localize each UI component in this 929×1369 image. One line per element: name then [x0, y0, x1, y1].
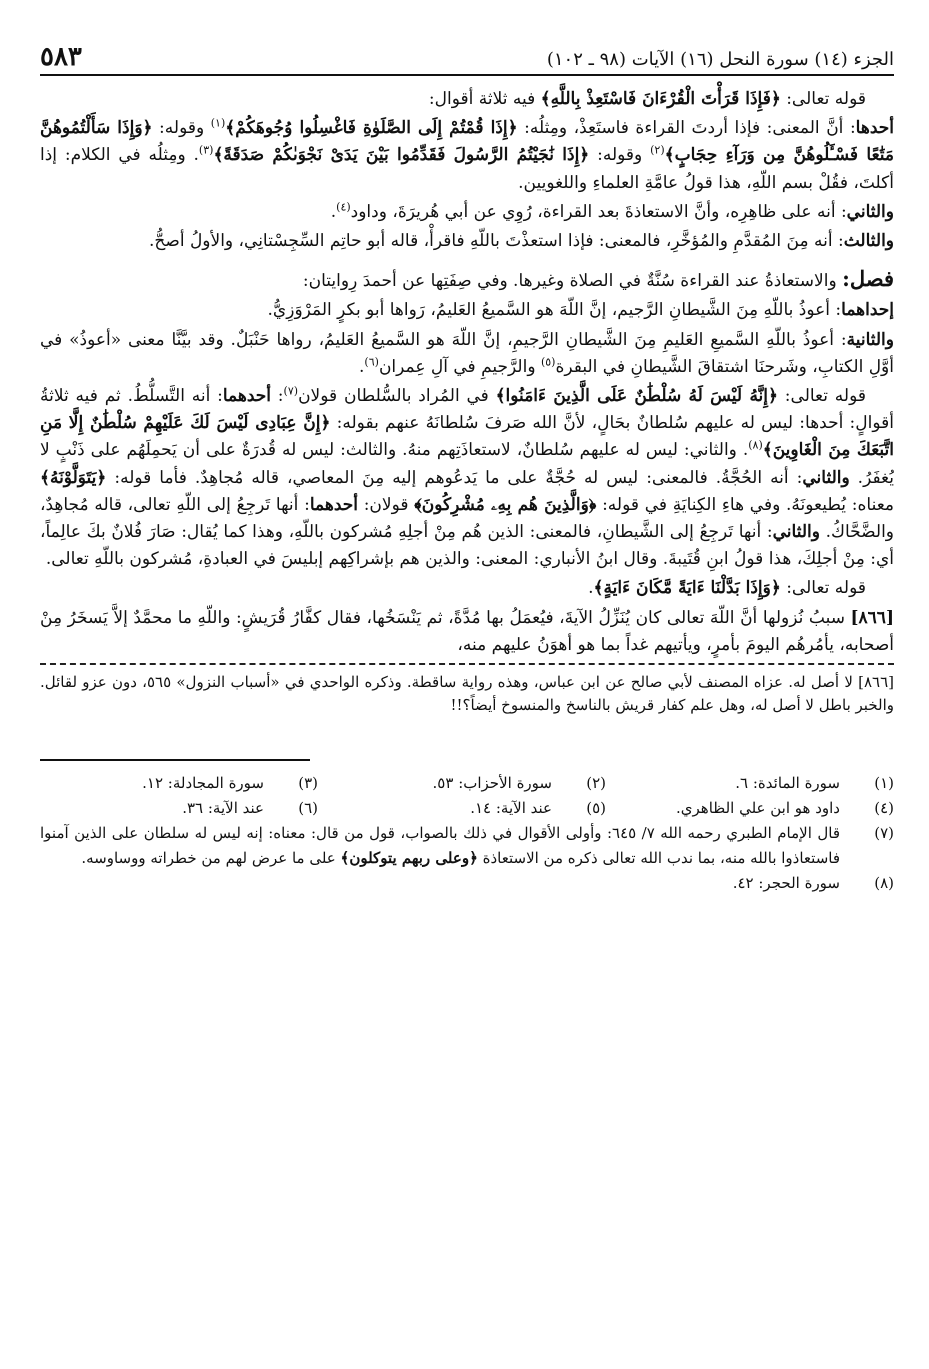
footnote-item	[328, 796, 606, 821]
footnote-row	[40, 796, 894, 821]
paragraph-first-opinion	[40, 115, 894, 197]
paragraph-section	[40, 265, 894, 295]
quran-verse: ﴿إِنَّهُ لَيْسَ لَهُ سُلْطَٰنٌ عَلَى الَّذِينَ ءَامَنُوا﴾	[495, 386, 778, 407]
footnote-item	[40, 796, 318, 821]
quran-verse: ﴿وَالَّذِينَ هُم بِهِۦ مُشْرِكُونَ﴾	[414, 494, 597, 515]
paragraph-sultan	[40, 383, 894, 573]
text: : أنَّ المعنى: فإذا أردتَ القراءة فاستَعِذْ، ومِثلُه:	[517, 118, 856, 139]
opinion-label: أحدهما	[222, 386, 271, 407]
text: والاستعاذةُ عند القراءة سُنَّةٌ في الصلاة وغيرها. وفي صِفَتِها عن أحمدَ رِوايتان:	[302, 271, 843, 292]
dashed-divider	[40, 663, 894, 665]
text: : أعوذُ باللّهِ مِنَ الشَّيطانِ الرَّجيم، إنَّ اللّهَ هو السَّميعُ العَليمُ، رَواها أبو بكرٍ المَرْوَزِيُّ.	[267, 300, 842, 321]
footnote-ref: (٣)	[198, 143, 214, 157]
quran-verse: ﴿فَإِذَا قَرَأْتَ الْقُرْءَانَ فَاسْتَعِذْ بِاللَّهِ﴾	[540, 89, 781, 109]
text: على ما عرض لهم من خطراته ووساوسه.	[81, 849, 341, 868]
text: قوله تعالى:	[780, 578, 866, 599]
section-label: فصل:	[842, 266, 894, 292]
opinion-label: والثاني	[772, 522, 820, 543]
text: .	[359, 356, 365, 377]
spacer	[40, 257, 894, 265]
text: فيه ثلاثة أقوال:	[428, 89, 541, 109]
opinion-label: أحدها	[855, 118, 894, 139]
text: في المُراد بالسُّلطان قولان	[298, 386, 496, 407]
text: : أنه على ظاهِرِه، وأنَّ الاستعاذةَ بعد القراءة، رُوِي عن أبي هُريرَةَ، وداود	[350, 201, 847, 222]
text: قوله تعالى:	[780, 89, 866, 109]
running-title: الجزء (١٤) سورة النحل (١٦) الآيات (٩٨ ـ ١٠٢)	[546, 49, 894, 70]
footnote-ref: (٨)	[748, 438, 763, 452]
paragraph-third-opinion	[40, 228, 894, 255]
footnote-ref: (٤)	[336, 200, 351, 214]
footnote-ref: (١)	[210, 116, 226, 130]
quran-verse: ﴿إِنَّ عِبَادِى لَيْسَ لَكَ عَلَيْهِمْ سُلْطَٰنٌ إِلَّا مَنِ اتَّبَعَكَ مِنَ الْغَاوِينَ﴾	[40, 413, 894, 461]
text: وقوله:	[152, 118, 211, 139]
narration-label: والثانية	[846, 329, 894, 350]
footnote-ref: (٧)	[283, 384, 299, 398]
text: : أنه الحُجَّةُ. فالمعنى: ليس له حُجَّةٌ على ما يَدعُوهم إليه مِنَ المعاصي، قاله مُجاهِدٌ. فأما قوله:	[106, 467, 803, 488]
footnote-ref: (٦)	[364, 355, 379, 369]
footnote-number: (١)	[874, 774, 894, 793]
page-number: ٥٨٣	[40, 42, 82, 72]
footnote-number: (٢)	[586, 774, 606, 793]
paragraph-reason-revelation	[40, 605, 894, 659]
paragraph-verse-101	[40, 575, 894, 602]
footnote-item	[616, 796, 894, 821]
footnote-number: (٧)	[874, 824, 894, 843]
paragraph-intro	[40, 86, 894, 113]
footnote-text: سورة المجادلة: ١٢.	[142, 774, 264, 793]
footnote-text	[40, 821, 840, 871]
opinion-label: والثاني	[846, 201, 894, 222]
footnote-item	[616, 771, 894, 796]
paragraph-narration-one	[40, 297, 894, 324]
footnote-text: سورة الأحزاب: ٥٣.	[432, 774, 552, 793]
footnote-item	[40, 771, 318, 796]
text: قولان:	[357, 494, 415, 515]
quran-verse: ﴿إِذَا نَٰجَيْتُمُ الرَّسُولَ فَقَدِّمُوا بَيْنَ يَدَىْ نَجْوَىٰكُمْ صَدَقَةً﴾	[213, 145, 590, 166]
opinion-label: أحدهما	[309, 494, 358, 515]
main-text	[40, 86, 894, 659]
text: وقوله:	[589, 145, 651, 166]
footnote-ref: (٥)	[540, 355, 556, 369]
footnotes	[40, 771, 894, 896]
text: قوله تعالى:	[777, 386, 866, 407]
footnote-item	[40, 871, 894, 896]
takhrij-note: [٨٦٦] لا أصل له. عزاه المصنف لأبي صالح عن ابن عباس، وهذه رواية ساقطة. وذكره الواحدي في «أسباب النزول» ٥٦٥، دون عزو لقائل. والخبر باطل لا أصل له، وهل علم كفار قريش بالناسخ والمنسوخ أيضاً؟!!	[40, 673, 894, 715]
text: : أعوذُ باللّهِ السَّميعِ العَليمِ مِنَ الشَّيطانِ الرَّجيمِ، إنَّ اللّهَ هو السَّميعُ العَليمُ، رواها حَنْبَلٌ. وقد بيَّنَّا معنى «أعوذُ» في أوَّلِ الكتابِ، وشَرحنَا اشتقاقَ الشَّيطانِ في البقرة	[40, 329, 894, 377]
footnote-ref: (٢)	[650, 143, 665, 157]
text: :	[271, 386, 284, 407]
footnote-text: عند الآية: ١٤.	[470, 799, 552, 818]
text: قال الإمام الطبري رحمه الله ٧/ ٦٤٥: وأولى الأقوال في ذلك بالصواب، قول من قال: معناه: إنه ليس له سلطان على الذين آمنوا فاستعاذوا بالله منه، بما ندب الله تعالى ذكره من الاستعاذة	[40, 824, 840, 868]
quran-verse: ﴿وَإِذَا بَدَّلْنَا ءَايَةً مَّكَانَ ءَايَةٍ﴾	[593, 578, 781, 599]
footnote-text: سورة الحجر: ٤٢.	[732, 874, 840, 893]
text: .	[588, 578, 594, 599]
footnote-number: (٨)	[874, 874, 894, 893]
report-number: [٨٦٦]	[850, 607, 894, 628]
footnote-number: (٤)	[874, 799, 894, 818]
text: . ومِثلُه في الكلام: إذا أكلتَ، فقُلْ بسم اللّهِ، هذا قولُ عامَّةِ العلماءِ واللغويين.	[40, 145, 894, 193]
paragraph-narration-two	[40, 327, 894, 381]
footnote-row	[40, 771, 894, 796]
quran-verse: ﴿وعلى ربهم يتوكلون﴾	[340, 849, 478, 868]
text: . والثاني: ليس له عليهم سُلطانٌ، لاستعاذَتِهم منهُ. والثالث: ليس له قُدرَةٌ على أن يَحمِلَهُم على ذَنْبٍ لا يُغفَرُ.	[40, 440, 894, 488]
text: معناه: يُطيعونَهُ. وفي هاءِ الكِنايَةِ في قوله:	[596, 494, 894, 515]
quran-verse: ﴿وَإِذَا سَأَلْتُمُوهُنَّ مَتَٰعًا فَسْـَٔلُوهُنَّ مِن وَرَآءِ حِجَابٍ﴾	[40, 118, 894, 166]
page-header	[40, 30, 894, 76]
footnote-item	[40, 821, 894, 871]
text: سببُ نُزولها أنَّ اللّهَ تعالى كان يُنَزِّلُ الآيةَ، فيُعمَلُ بها مُدَّةً، ثم يَنْسَخُها، فقال كفَّارُ قُرَيشٍ: واللّهِ ما محمَّدٌ إلاَّ يَسخَرُ مِنْ أصحابه، يأمُرهُم اليومَ بأمرٍ، ويأتيهم غداً بما هو أهوَنُ عليهم منه،	[40, 607, 894, 655]
footnote-text: عند الآية: ٣٦.	[182, 799, 264, 818]
footnote-text: داود هو ابن علي الظاهري.	[676, 799, 840, 818]
footnote-item	[328, 771, 606, 796]
paragraph-second-opinion	[40, 199, 894, 226]
footnote-text: سورة المائدة: ٦.	[735, 774, 840, 793]
text: .	[330, 201, 337, 222]
footnotes-separator	[40, 759, 310, 761]
quran-verse: ﴿إِذَا قُمْتُمْ إِلَى الصَّلَوٰةِ فَاغْسِلُوا وُجُوهَكُمْ﴾	[225, 118, 518, 139]
book-page	[40, 30, 894, 1350]
narration-label: إحداهما	[841, 300, 894, 321]
footnote-number: (٣)	[298, 774, 318, 793]
quran-verse: ﴿يَتَوَلَّوْنَهُ﴾	[40, 467, 107, 488]
footnote-number: (٦)	[298, 799, 318, 818]
text: : أنه التَّسلُّطُ. ثم فيه ثلاثةُ أقوالٍ: أحدها: ليس له عليهم سُلطانٌ بحَالٍ، لأنَّ الله صَرفَ سُلطانَهُ عنهم بقوله:	[40, 386, 894, 434]
text: : أنها تَرجِعُ إلى الشَّيطانِ، فالمعنى: الذين هُم مِنْ أجلِهِ مُشركون باللّهِ، وهذا كما يُقال: صَارَ فُلانٌ بكَ عالِماً، أي: مِنْ أجلِكَ، هذا قولُ ابنِ قُتَيبةَ. وقال ابنُ الأنباري: المعنى: والذين هم بإشراكِهم إبليسَ في العبادةِ، مُشركون باللّهِ تعالى.	[40, 522, 894, 570]
opinion-label: والثاني	[802, 467, 850, 488]
text: والرَّجيمِ في آلِ عِمران	[378, 356, 541, 377]
opinion-label: والثالث	[843, 231, 894, 252]
footnote-number: (٥)	[586, 799, 606, 818]
text: : أنها تَرجِعُ إلى اللّهِ تعالى، قاله مُجاهِدٌ، والضَّحَّاكُ.	[40, 494, 894, 543]
text: : أنه مِنَ المُقدَّمِ والمُؤخَّرِ، فالمعنى: فإذا استعذْتَ باللّهِ فاقرأْ، قاله أبو حاتِم السِّجِسْتانِي، والأولُ أصحُّ.	[149, 231, 844, 252]
